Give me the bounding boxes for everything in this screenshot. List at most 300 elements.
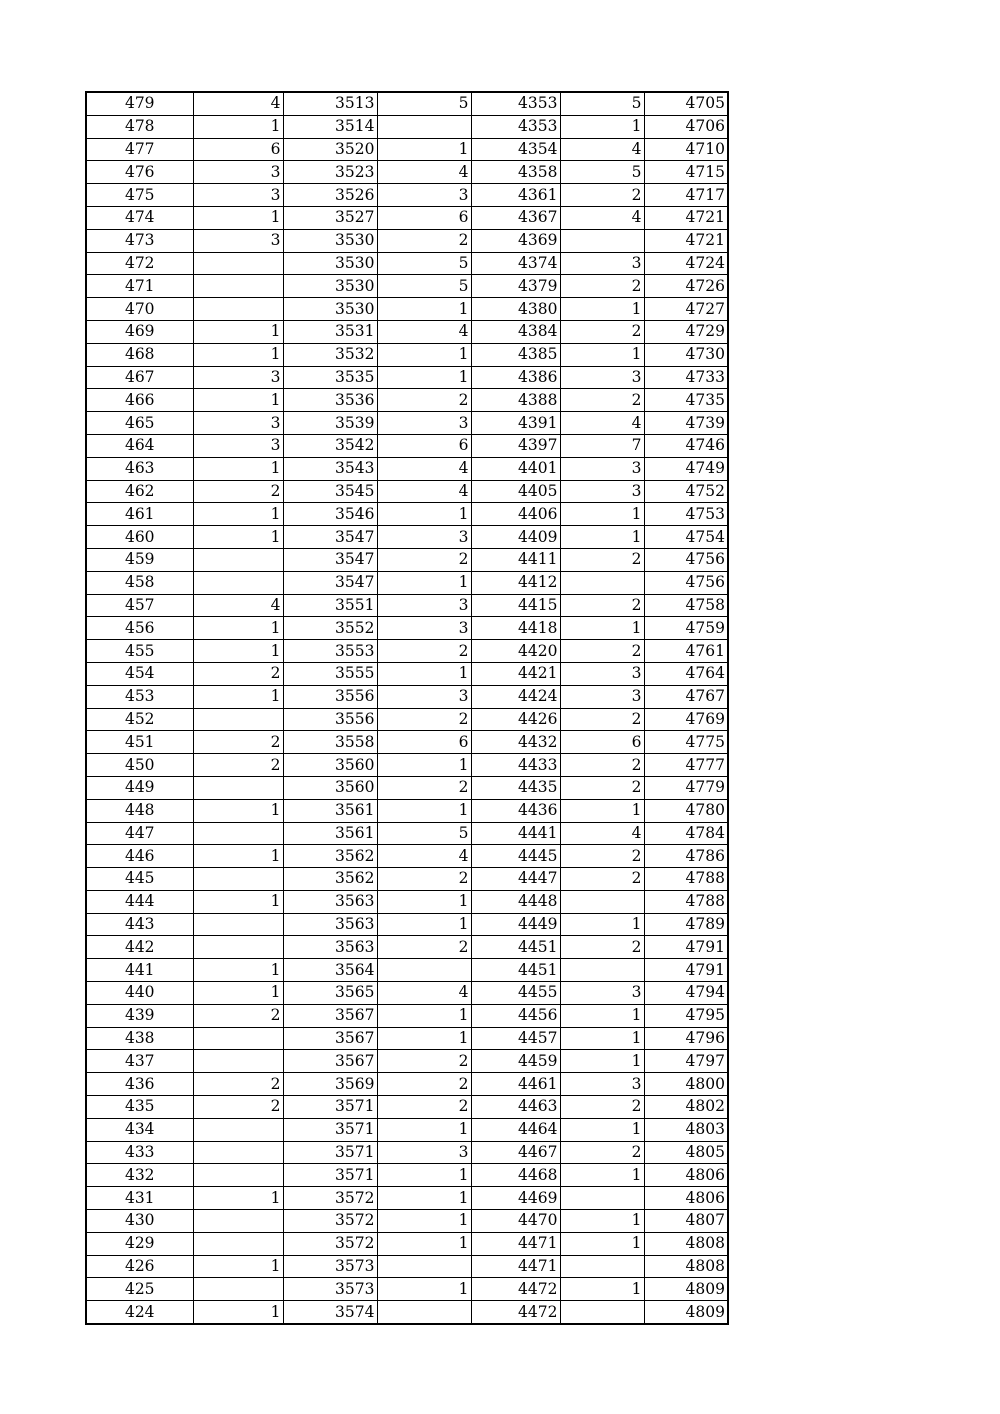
table-row bbox=[86, 594, 728, 617]
table-row bbox=[86, 548, 728, 571]
count-b-cell: 5 bbox=[377, 822, 471, 845]
count-b-cell: 1 bbox=[377, 1187, 471, 1210]
score-cell: 426 bbox=[86, 1255, 193, 1278]
cumulative-b-cell: 4456 bbox=[471, 1004, 560, 1027]
count-b-cell: 1 bbox=[377, 913, 471, 936]
cumulative-c-cell: 4730 bbox=[644, 343, 728, 366]
cumulative-b-cell: 4379 bbox=[471, 275, 560, 298]
count-b-cell: 1 bbox=[377, 1210, 471, 1233]
cumulative-b-cell: 4426 bbox=[471, 708, 560, 731]
score-cell: 466 bbox=[86, 389, 193, 412]
table-row bbox=[86, 161, 728, 184]
table-row bbox=[86, 776, 728, 799]
table-row bbox=[86, 366, 728, 389]
cumulative-b-cell: 4445 bbox=[471, 845, 560, 868]
table-row bbox=[86, 890, 728, 913]
cumulative-b-cell: 4412 bbox=[471, 571, 560, 594]
table-row bbox=[86, 184, 728, 207]
cumulative-a-cell: 3530 bbox=[283, 229, 377, 252]
cumulative-b-cell: 4384 bbox=[471, 320, 560, 343]
table-row bbox=[86, 1141, 728, 1164]
count-b-cell bbox=[377, 959, 471, 982]
cumulative-a-cell: 3530 bbox=[283, 252, 377, 275]
count-b-cell: 4 bbox=[377, 320, 471, 343]
table-row bbox=[86, 845, 728, 868]
count-c-cell: 2 bbox=[560, 184, 644, 207]
count-a-cell: 3 bbox=[193, 412, 283, 435]
count-a-cell bbox=[193, 868, 283, 891]
table-row bbox=[86, 1187, 728, 1210]
count-c-cell: 2 bbox=[560, 1096, 644, 1119]
count-b-cell: 2 bbox=[377, 1096, 471, 1119]
cumulative-a-cell: 3520 bbox=[283, 138, 377, 161]
cumulative-c-cell: 4806 bbox=[644, 1187, 728, 1210]
cumulative-a-cell: 3555 bbox=[283, 662, 377, 685]
count-b-cell bbox=[377, 1301, 471, 1324]
count-a-cell: 2 bbox=[193, 480, 283, 503]
count-a-cell: 1 bbox=[193, 343, 283, 366]
cumulative-a-cell: 3530 bbox=[283, 298, 377, 321]
score-cell: 432 bbox=[86, 1164, 193, 1187]
count-a-cell: 1 bbox=[193, 115, 283, 138]
cumulative-c-cell: 4777 bbox=[644, 754, 728, 777]
cumulative-b-cell: 4457 bbox=[471, 1027, 560, 1050]
count-c-cell: 2 bbox=[560, 754, 644, 777]
count-a-cell: 2 bbox=[193, 731, 283, 754]
table-row bbox=[86, 868, 728, 891]
cumulative-b-cell: 4433 bbox=[471, 754, 560, 777]
count-a-cell bbox=[193, 1278, 283, 1301]
count-c-cell: 2 bbox=[560, 868, 644, 891]
cumulative-b-cell: 4472 bbox=[471, 1301, 560, 1324]
cumulative-b-cell: 4358 bbox=[471, 161, 560, 184]
table-row bbox=[86, 617, 728, 640]
count-c-cell: 2 bbox=[560, 776, 644, 799]
table-row bbox=[86, 526, 728, 549]
count-b-cell: 1 bbox=[377, 890, 471, 913]
score-cell: 477 bbox=[86, 138, 193, 161]
score-cell: 449 bbox=[86, 776, 193, 799]
cumulative-b-cell: 4469 bbox=[471, 1187, 560, 1210]
count-b-cell: 3 bbox=[377, 594, 471, 617]
count-c-cell: 2 bbox=[560, 640, 644, 663]
count-c-cell: 3 bbox=[560, 1073, 644, 1096]
count-a-cell: 2 bbox=[193, 754, 283, 777]
cumulative-c-cell: 4758 bbox=[644, 594, 728, 617]
score-cell: 476 bbox=[86, 161, 193, 184]
count-a-cell: 1 bbox=[193, 890, 283, 913]
cumulative-c-cell: 4721 bbox=[644, 206, 728, 229]
cumulative-a-cell: 3572 bbox=[283, 1232, 377, 1255]
cumulative-a-cell: 3567 bbox=[283, 1004, 377, 1027]
score-cell: 429 bbox=[86, 1232, 193, 1255]
count-a-cell: 3 bbox=[193, 366, 283, 389]
score-cell: 452 bbox=[86, 708, 193, 731]
count-a-cell: 1 bbox=[193, 1255, 283, 1278]
count-a-cell bbox=[193, 548, 283, 571]
count-a-cell: 4 bbox=[193, 92, 283, 115]
count-b-cell: 2 bbox=[377, 548, 471, 571]
count-b-cell: 1 bbox=[377, 366, 471, 389]
table-row bbox=[86, 92, 728, 115]
count-a-cell: 3 bbox=[193, 184, 283, 207]
cumulative-b-cell: 4405 bbox=[471, 480, 560, 503]
table-row bbox=[86, 1004, 728, 1027]
cumulative-a-cell: 3562 bbox=[283, 868, 377, 891]
count-c-cell: 1 bbox=[560, 503, 644, 526]
cumulative-c-cell: 4802 bbox=[644, 1096, 728, 1119]
count-c-cell: 3 bbox=[560, 252, 644, 275]
score-cell: 457 bbox=[86, 594, 193, 617]
cumulative-a-cell: 3573 bbox=[283, 1278, 377, 1301]
cumulative-a-cell: 3567 bbox=[283, 1027, 377, 1050]
score-cell: 471 bbox=[86, 275, 193, 298]
cumulative-a-cell: 3513 bbox=[283, 92, 377, 115]
count-a-cell: 1 bbox=[193, 503, 283, 526]
table-row bbox=[86, 959, 728, 982]
count-a-cell: 1 bbox=[193, 845, 283, 868]
cumulative-c-cell: 4808 bbox=[644, 1232, 728, 1255]
cumulative-a-cell: 3560 bbox=[283, 754, 377, 777]
score-cell: 460 bbox=[86, 526, 193, 549]
cumulative-b-cell: 4451 bbox=[471, 959, 560, 982]
count-a-cell: 1 bbox=[193, 1301, 283, 1324]
cumulative-c-cell: 4789 bbox=[644, 913, 728, 936]
count-c-cell: 3 bbox=[560, 685, 644, 708]
count-a-cell: 2 bbox=[193, 1096, 283, 1119]
count-c-cell: 1 bbox=[560, 799, 644, 822]
count-c-cell: 1 bbox=[560, 115, 644, 138]
table-row bbox=[86, 685, 728, 708]
table-row bbox=[86, 229, 728, 252]
count-a-cell: 2 bbox=[193, 662, 283, 685]
score-cell: 436 bbox=[86, 1073, 193, 1096]
count-b-cell: 1 bbox=[377, 662, 471, 685]
cumulative-b-cell: 4447 bbox=[471, 868, 560, 891]
cumulative-c-cell: 4767 bbox=[644, 685, 728, 708]
count-b-cell: 5 bbox=[377, 252, 471, 275]
count-c-cell: 1 bbox=[560, 1027, 644, 1050]
cumulative-b-cell: 4467 bbox=[471, 1141, 560, 1164]
count-b-cell: 2 bbox=[377, 708, 471, 731]
table-row bbox=[86, 799, 728, 822]
count-c-cell: 1 bbox=[560, 1050, 644, 1073]
table-row bbox=[86, 731, 728, 754]
count-a-cell: 1 bbox=[193, 685, 283, 708]
cumulative-c-cell: 4756 bbox=[644, 571, 728, 594]
count-a-cell bbox=[193, 1210, 283, 1233]
cumulative-c-cell: 4749 bbox=[644, 457, 728, 480]
count-c-cell: 1 bbox=[560, 1232, 644, 1255]
count-c-cell bbox=[560, 1187, 644, 1210]
cumulative-b-cell: 4406 bbox=[471, 503, 560, 526]
score-cell: 462 bbox=[86, 480, 193, 503]
cumulative-c-cell: 4705 bbox=[644, 92, 728, 115]
cumulative-a-cell: 3561 bbox=[283, 822, 377, 845]
cumulative-b-cell: 4411 bbox=[471, 548, 560, 571]
cumulative-b-cell: 4459 bbox=[471, 1050, 560, 1073]
count-b-cell: 1 bbox=[377, 1164, 471, 1187]
score-cell: 464 bbox=[86, 434, 193, 457]
cumulative-a-cell: 3572 bbox=[283, 1210, 377, 1233]
score-cell: 439 bbox=[86, 1004, 193, 1027]
count-b-cell: 4 bbox=[377, 457, 471, 480]
score-cell: 444 bbox=[86, 890, 193, 913]
count-b-cell: 1 bbox=[377, 1004, 471, 1027]
cumulative-b-cell: 4424 bbox=[471, 685, 560, 708]
count-c-cell: 2 bbox=[560, 936, 644, 959]
cumulative-b-cell: 4470 bbox=[471, 1210, 560, 1233]
cumulative-b-cell: 4361 bbox=[471, 184, 560, 207]
count-c-cell: 2 bbox=[560, 548, 644, 571]
cumulative-b-cell: 4464 bbox=[471, 1118, 560, 1141]
cumulative-c-cell: 4796 bbox=[644, 1027, 728, 1050]
cumulative-a-cell: 3527 bbox=[283, 206, 377, 229]
score-cell: 478 bbox=[86, 115, 193, 138]
count-a-cell: 1 bbox=[193, 617, 283, 640]
count-b-cell: 3 bbox=[377, 412, 471, 435]
count-c-cell: 5 bbox=[560, 161, 644, 184]
cumulative-c-cell: 4754 bbox=[644, 526, 728, 549]
table-row bbox=[86, 206, 728, 229]
count-c-cell: 5 bbox=[560, 92, 644, 115]
count-c-cell: 1 bbox=[560, 1118, 644, 1141]
count-a-cell bbox=[193, 1232, 283, 1255]
cumulative-c-cell: 4809 bbox=[644, 1278, 728, 1301]
cumulative-b-cell: 4369 bbox=[471, 229, 560, 252]
cumulative-b-cell: 4471 bbox=[471, 1232, 560, 1255]
table-body bbox=[86, 92, 728, 1324]
count-c-cell: 3 bbox=[560, 662, 644, 685]
cumulative-c-cell: 4795 bbox=[644, 1004, 728, 1027]
count-c-cell bbox=[560, 571, 644, 594]
cumulative-c-cell: 4788 bbox=[644, 868, 728, 891]
count-a-cell: 1 bbox=[193, 320, 283, 343]
count-c-cell: 1 bbox=[560, 913, 644, 936]
count-c-cell: 1 bbox=[560, 1004, 644, 1027]
cumulative-c-cell: 4809 bbox=[644, 1301, 728, 1324]
cumulative-c-cell: 4786 bbox=[644, 845, 728, 868]
score-cell: 479 bbox=[86, 92, 193, 115]
count-c-cell: 3 bbox=[560, 982, 644, 1005]
count-a-cell: 1 bbox=[193, 1187, 283, 1210]
cumulative-b-cell: 4436 bbox=[471, 799, 560, 822]
cumulative-a-cell: 3526 bbox=[283, 184, 377, 207]
count-c-cell: 1 bbox=[560, 298, 644, 321]
count-c-cell bbox=[560, 229, 644, 252]
score-cell: 430 bbox=[86, 1210, 193, 1233]
count-b-cell: 3 bbox=[377, 184, 471, 207]
table-row bbox=[86, 1164, 728, 1187]
score-cell: 459 bbox=[86, 548, 193, 571]
cumulative-c-cell: 4761 bbox=[644, 640, 728, 663]
cumulative-b-cell: 4463 bbox=[471, 1096, 560, 1119]
score-cell: 456 bbox=[86, 617, 193, 640]
count-b-cell: 2 bbox=[377, 868, 471, 891]
cumulative-a-cell: 3571 bbox=[283, 1141, 377, 1164]
score-cell: 437 bbox=[86, 1050, 193, 1073]
cumulative-c-cell: 4808 bbox=[644, 1255, 728, 1278]
cumulative-c-cell: 4806 bbox=[644, 1164, 728, 1187]
table-row bbox=[86, 1050, 728, 1073]
count-b-cell: 3 bbox=[377, 526, 471, 549]
cumulative-c-cell: 4753 bbox=[644, 503, 728, 526]
count-a-cell bbox=[193, 1118, 283, 1141]
cumulative-b-cell: 4386 bbox=[471, 366, 560, 389]
count-c-cell: 4 bbox=[560, 412, 644, 435]
count-a-cell bbox=[193, 298, 283, 321]
table-row bbox=[86, 1118, 728, 1141]
score-cell: 473 bbox=[86, 229, 193, 252]
table-row bbox=[86, 1301, 728, 1324]
score-cell: 435 bbox=[86, 1096, 193, 1119]
cumulative-c-cell: 4759 bbox=[644, 617, 728, 640]
count-b-cell: 1 bbox=[377, 298, 471, 321]
count-c-cell: 3 bbox=[560, 480, 644, 503]
count-a-cell: 3 bbox=[193, 229, 283, 252]
cumulative-a-cell: 3563 bbox=[283, 890, 377, 913]
score-cell: 448 bbox=[86, 799, 193, 822]
table-row bbox=[86, 571, 728, 594]
cumulative-a-cell: 3567 bbox=[283, 1050, 377, 1073]
count-b-cell: 3 bbox=[377, 1141, 471, 1164]
count-b-cell: 6 bbox=[377, 731, 471, 754]
score-table bbox=[85, 91, 729, 1325]
count-a-cell: 1 bbox=[193, 457, 283, 480]
cumulative-b-cell: 4391 bbox=[471, 412, 560, 435]
count-c-cell: 2 bbox=[560, 708, 644, 731]
count-c-cell: 1 bbox=[560, 526, 644, 549]
cumulative-c-cell: 4726 bbox=[644, 275, 728, 298]
cumulative-b-cell: 4401 bbox=[471, 457, 560, 480]
count-c-cell bbox=[560, 1301, 644, 1324]
count-c-cell: 4 bbox=[560, 138, 644, 161]
cumulative-a-cell: 3556 bbox=[283, 685, 377, 708]
cumulative-a-cell: 3531 bbox=[283, 320, 377, 343]
count-c-cell: 2 bbox=[560, 320, 644, 343]
cumulative-a-cell: 3556 bbox=[283, 708, 377, 731]
cumulative-a-cell: 3543 bbox=[283, 457, 377, 480]
table-row bbox=[86, 1073, 728, 1096]
cumulative-b-cell: 4468 bbox=[471, 1164, 560, 1187]
table-row bbox=[86, 434, 728, 457]
table-row bbox=[86, 457, 728, 480]
cumulative-a-cell: 3547 bbox=[283, 548, 377, 571]
count-a-cell bbox=[193, 1141, 283, 1164]
count-b-cell: 1 bbox=[377, 1278, 471, 1301]
cumulative-c-cell: 4721 bbox=[644, 229, 728, 252]
table-row bbox=[86, 138, 728, 161]
count-c-cell: 1 bbox=[560, 1164, 644, 1187]
table-row bbox=[86, 298, 728, 321]
score-cell: 458 bbox=[86, 571, 193, 594]
cumulative-b-cell: 4448 bbox=[471, 890, 560, 913]
score-cell: 461 bbox=[86, 503, 193, 526]
count-b-cell: 4 bbox=[377, 480, 471, 503]
count-a-cell: 1 bbox=[193, 799, 283, 822]
count-b-cell: 1 bbox=[377, 343, 471, 366]
cumulative-b-cell: 4451 bbox=[471, 936, 560, 959]
table-row bbox=[86, 640, 728, 663]
cumulative-c-cell: 4775 bbox=[644, 731, 728, 754]
count-c-cell: 7 bbox=[560, 434, 644, 457]
count-a-cell bbox=[193, 571, 283, 594]
score-cell: 469 bbox=[86, 320, 193, 343]
count-b-cell: 1 bbox=[377, 138, 471, 161]
count-a-cell: 2 bbox=[193, 1004, 283, 1027]
count-c-cell bbox=[560, 959, 644, 982]
cumulative-c-cell: 4739 bbox=[644, 412, 728, 435]
score-cell: 454 bbox=[86, 662, 193, 685]
cumulative-b-cell: 4432 bbox=[471, 731, 560, 754]
table-row bbox=[86, 115, 728, 138]
table-row bbox=[86, 1027, 728, 1050]
cumulative-a-cell: 3532 bbox=[283, 343, 377, 366]
cumulative-b-cell: 4397 bbox=[471, 434, 560, 457]
count-b-cell: 2 bbox=[377, 1050, 471, 1073]
cumulative-b-cell: 4418 bbox=[471, 617, 560, 640]
cumulative-b-cell: 4353 bbox=[471, 115, 560, 138]
cumulative-a-cell: 3553 bbox=[283, 640, 377, 663]
cumulative-c-cell: 4733 bbox=[644, 366, 728, 389]
count-c-cell: 2 bbox=[560, 389, 644, 412]
count-b-cell: 5 bbox=[377, 92, 471, 115]
cumulative-c-cell: 4805 bbox=[644, 1141, 728, 1164]
count-b-cell bbox=[377, 115, 471, 138]
count-c-cell: 2 bbox=[560, 1141, 644, 1164]
cumulative-c-cell: 4791 bbox=[644, 959, 728, 982]
count-b-cell: 3 bbox=[377, 617, 471, 640]
cumulative-c-cell: 4769 bbox=[644, 708, 728, 731]
cumulative-c-cell: 4717 bbox=[644, 184, 728, 207]
cumulative-a-cell: 3545 bbox=[283, 480, 377, 503]
score-cell: 470 bbox=[86, 298, 193, 321]
score-cell: 453 bbox=[86, 685, 193, 708]
cumulative-b-cell: 4461 bbox=[471, 1073, 560, 1096]
count-a-cell: 2 bbox=[193, 1073, 283, 1096]
count-a-cell bbox=[193, 936, 283, 959]
table-row bbox=[86, 1096, 728, 1119]
score-cell: 447 bbox=[86, 822, 193, 845]
cumulative-a-cell: 3571 bbox=[283, 1096, 377, 1119]
cumulative-c-cell: 4729 bbox=[644, 320, 728, 343]
cumulative-a-cell: 3523 bbox=[283, 161, 377, 184]
count-c-cell: 2 bbox=[560, 594, 644, 617]
cumulative-b-cell: 4435 bbox=[471, 776, 560, 799]
score-cell: 467 bbox=[86, 366, 193, 389]
table-row bbox=[86, 1232, 728, 1255]
cumulative-c-cell: 4764 bbox=[644, 662, 728, 685]
count-b-cell: 2 bbox=[377, 1073, 471, 1096]
count-b-cell: 1 bbox=[377, 1027, 471, 1050]
cumulative-a-cell: 3530 bbox=[283, 275, 377, 298]
cumulative-a-cell: 3552 bbox=[283, 617, 377, 640]
table-row bbox=[86, 389, 728, 412]
count-a-cell bbox=[193, 1050, 283, 1073]
table-row bbox=[86, 480, 728, 503]
count-c-cell bbox=[560, 1255, 644, 1278]
cumulative-b-cell: 4455 bbox=[471, 982, 560, 1005]
cumulative-a-cell: 3514 bbox=[283, 115, 377, 138]
cumulative-c-cell: 4803 bbox=[644, 1118, 728, 1141]
score-cell: 425 bbox=[86, 1278, 193, 1301]
count-a-cell bbox=[193, 708, 283, 731]
cumulative-a-cell: 3551 bbox=[283, 594, 377, 617]
cumulative-a-cell: 3560 bbox=[283, 776, 377, 799]
score-cell: 463 bbox=[86, 457, 193, 480]
cumulative-b-cell: 4415 bbox=[471, 594, 560, 617]
cumulative-c-cell: 4727 bbox=[644, 298, 728, 321]
